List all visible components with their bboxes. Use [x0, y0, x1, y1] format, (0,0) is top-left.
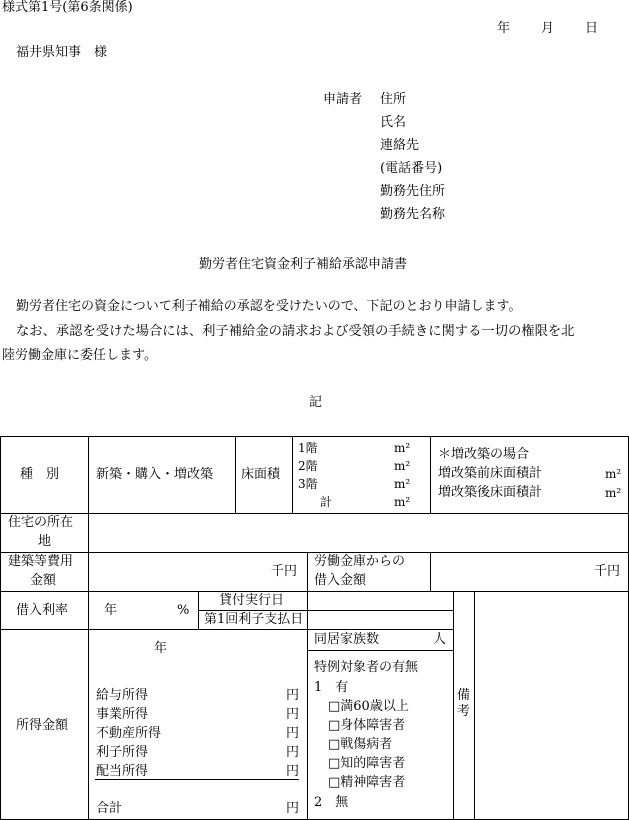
- special-option-intellectual: □知的障害者: [328, 756, 406, 771]
- floor-area-label: 床面積: [241, 467, 281, 482]
- income-item-dividend-unit: 円: [286, 764, 300, 779]
- date-year: 年: [497, 21, 511, 36]
- loan-label-1: 労働金庫からの: [314, 554, 406, 569]
- income-label: 所得金額: [16, 718, 69, 733]
- renovation-header: ＊増改築の場合: [438, 447, 530, 462]
- income-item-realestate-unit: 円: [286, 726, 300, 741]
- document-title: 勤労者住宅資金利子補給承認申請書: [199, 257, 408, 272]
- rate-percent: %: [177, 603, 190, 618]
- special-option-physical: □身体障害者: [328, 718, 406, 733]
- date-month: 月: [541, 21, 555, 36]
- special-yes: 1 有: [314, 680, 349, 695]
- exec-date-label: 貸付実行日: [219, 593, 285, 608]
- income-year: 年: [154, 641, 168, 656]
- income-item-salary: 給与所得: [96, 688, 149, 703]
- loan-label-2: 借入金額: [314, 573, 367, 588]
- renovation-after-unit: m²: [605, 486, 622, 500]
- renovation-after: 増改築後床面積計: [438, 485, 543, 500]
- cost-label-1: 建築等費用: [8, 554, 74, 569]
- special-option-mental: □精神障害者: [328, 775, 406, 790]
- income-total-label: 合計: [96, 801, 123, 816]
- special-option-age60: □満60歳以上: [328, 699, 409, 714]
- floor-2-unit: m²: [394, 459, 411, 473]
- cost-label-2: 金額: [30, 573, 57, 588]
- floor-3-unit: m²: [394, 477, 411, 491]
- body-line-3: 陸労働金庫に委任します。: [2, 348, 157, 363]
- body-line-1: 勤労者住宅の資金について利子補給の承認を受けたいので、下記のとおり申請します。: [16, 299, 522, 314]
- remarks-label: 備考: [456, 688, 470, 719]
- floor-1-label: 1階: [298, 441, 318, 455]
- renovation-before-unit: m²: [605, 467, 622, 481]
- applicant-name: 氏名: [380, 115, 407, 130]
- income-item-interest: 利子所得: [96, 745, 149, 760]
- income-total-unit: 円: [286, 801, 300, 816]
- income-item-business: 事業所得: [96, 707, 149, 722]
- location-label-1: 住宅の所在: [8, 515, 74, 530]
- cost-unit: 千円: [271, 564, 298, 579]
- applicant-phone: (電話番号): [380, 161, 443, 176]
- applicant-label: 申請者: [323, 92, 363, 107]
- income-item-dividend: 配当所得: [96, 764, 149, 779]
- type-label: 種 別: [20, 467, 60, 482]
- income-item-salary-unit: 円: [286, 688, 300, 703]
- household-label: 同居家族数: [314, 632, 380, 647]
- form-number: 様式第1号(第6条関係): [2, 0, 133, 15]
- applicant-contact: 連絡先: [380, 138, 420, 153]
- renovation-before: 増改築前床面積計: [438, 466, 543, 481]
- floor-1-unit: m²: [394, 441, 411, 455]
- addressee: 福井県知事 様: [16, 45, 108, 60]
- special-label: 特例対象者の有無: [314, 660, 419, 675]
- income-item-interest-unit: 円: [286, 745, 300, 760]
- floor-total-label: 計: [320, 495, 333, 509]
- special-no: 2 無: [314, 795, 349, 810]
- household-unit: 人: [433, 632, 447, 647]
- income-item-business-unit: 円: [286, 707, 300, 722]
- body-line-2: なお、承認を受けた場合には、利子補給金の請求および受領の手続きに関する一切の権限を北: [16, 324, 575, 339]
- rate-year: 年: [104, 603, 118, 618]
- income-item-realestate: 不動産所得: [96, 726, 162, 741]
- date-day: 日: [585, 21, 599, 36]
- applicant-work-address: 勤務先住所: [380, 184, 446, 199]
- rate-label: 借入利率: [16, 603, 69, 618]
- ki-mark: 記: [309, 395, 323, 410]
- applicant-address: 住所: [380, 92, 407, 107]
- special-option-war: □戦傷病者: [328, 737, 393, 752]
- first-payment-label: 第1回利子支払日: [204, 612, 304, 627]
- loan-unit: 千円: [594, 564, 621, 579]
- floor-2-label: 2階: [298, 459, 318, 473]
- type-options: 新築・購入・増改築: [96, 467, 214, 482]
- floor-total-unit: m²: [394, 495, 411, 509]
- applicant-work-name: 勤務先名称: [380, 207, 446, 222]
- floor-3-label: 3階: [298, 477, 318, 491]
- location-label-2: 地: [38, 534, 52, 549]
